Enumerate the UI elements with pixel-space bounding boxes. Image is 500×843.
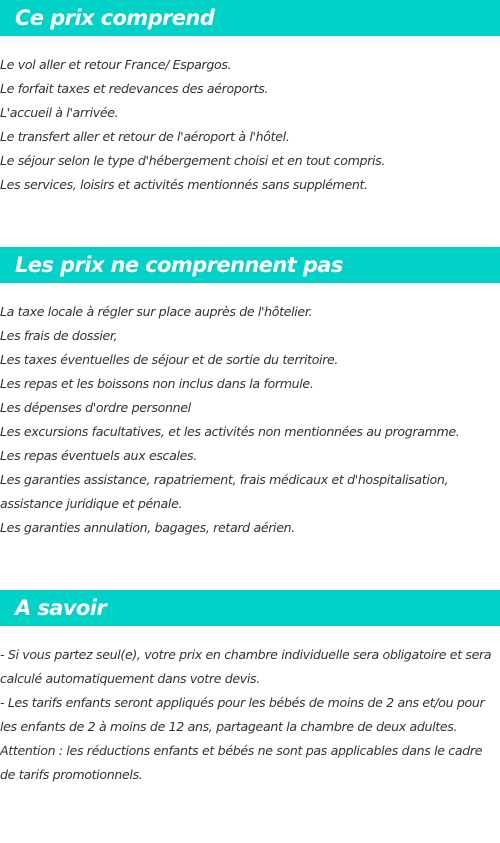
section-title-price-includes: Ce prix comprend xyxy=(0,0,500,36)
list-item: Les dépenses d'ordre personnel xyxy=(0,400,191,415)
list-item: Les garanties annulation, bagages, retard aérien. xyxy=(0,520,295,535)
list-item: Le transfert aller et retour de l'aéroport à l'hôtel. xyxy=(0,129,290,144)
section-title-good-to-know: A savoir xyxy=(0,590,500,626)
list-item: Les repas et les boissons non inclus dans la formule. xyxy=(0,376,314,391)
good-to-know-list xyxy=(0,643,500,787)
list-item: Les taxes éventuelles de séjour et de sortie du territoire. xyxy=(0,352,339,367)
list-item: - Les tarifs enfants seront appliqués pour les bébés de moins de 2 ans et/ou pour les enfants de 2 à moins de 12 ans, partageant la chambre de deux adultes. xyxy=(0,695,485,734)
list-item: - Si vous partez seul(e), votre prix en chambre individuelle sera obligatoire et sera calculé automatiquement dans votre devis. xyxy=(0,647,492,686)
list-item: Les repas éventuels aux escales. xyxy=(0,448,197,463)
list-item: L'accueil à l'arrivée. xyxy=(0,105,119,120)
list-item: La taxe locale à régler sur place auprès de l'hôtelier. xyxy=(0,304,313,319)
list-item: Les excursions facultatives, et les activités non mentionnées au programme. xyxy=(0,424,460,439)
list-item: Le forfait taxes et redevances des aéroports. xyxy=(0,81,269,96)
list-item: Les garanties assistance, rapatriement, frais médicaux et d'hospitalisation, assistance juridique et pénale. xyxy=(0,472,449,511)
list-item: Les frais de dossier, xyxy=(0,328,118,343)
price-includes-list xyxy=(0,53,500,197)
list-item: Attention : les réductions enfants et bébés ne sont pas applicables dans le cadre de tarifs promotionnels. xyxy=(0,743,483,782)
list-item: Le vol aller et retour France/ Espargos. xyxy=(0,57,232,72)
list-item: Les services, loisirs et activités mentionnés sans supplément. xyxy=(0,177,368,192)
price-excludes-list xyxy=(0,300,500,540)
section-title-price-excludes: Les prix ne comprennent pas xyxy=(0,247,500,283)
list-item: Le séjour selon le type d'hébergement choisi et en tout compris. xyxy=(0,153,386,168)
